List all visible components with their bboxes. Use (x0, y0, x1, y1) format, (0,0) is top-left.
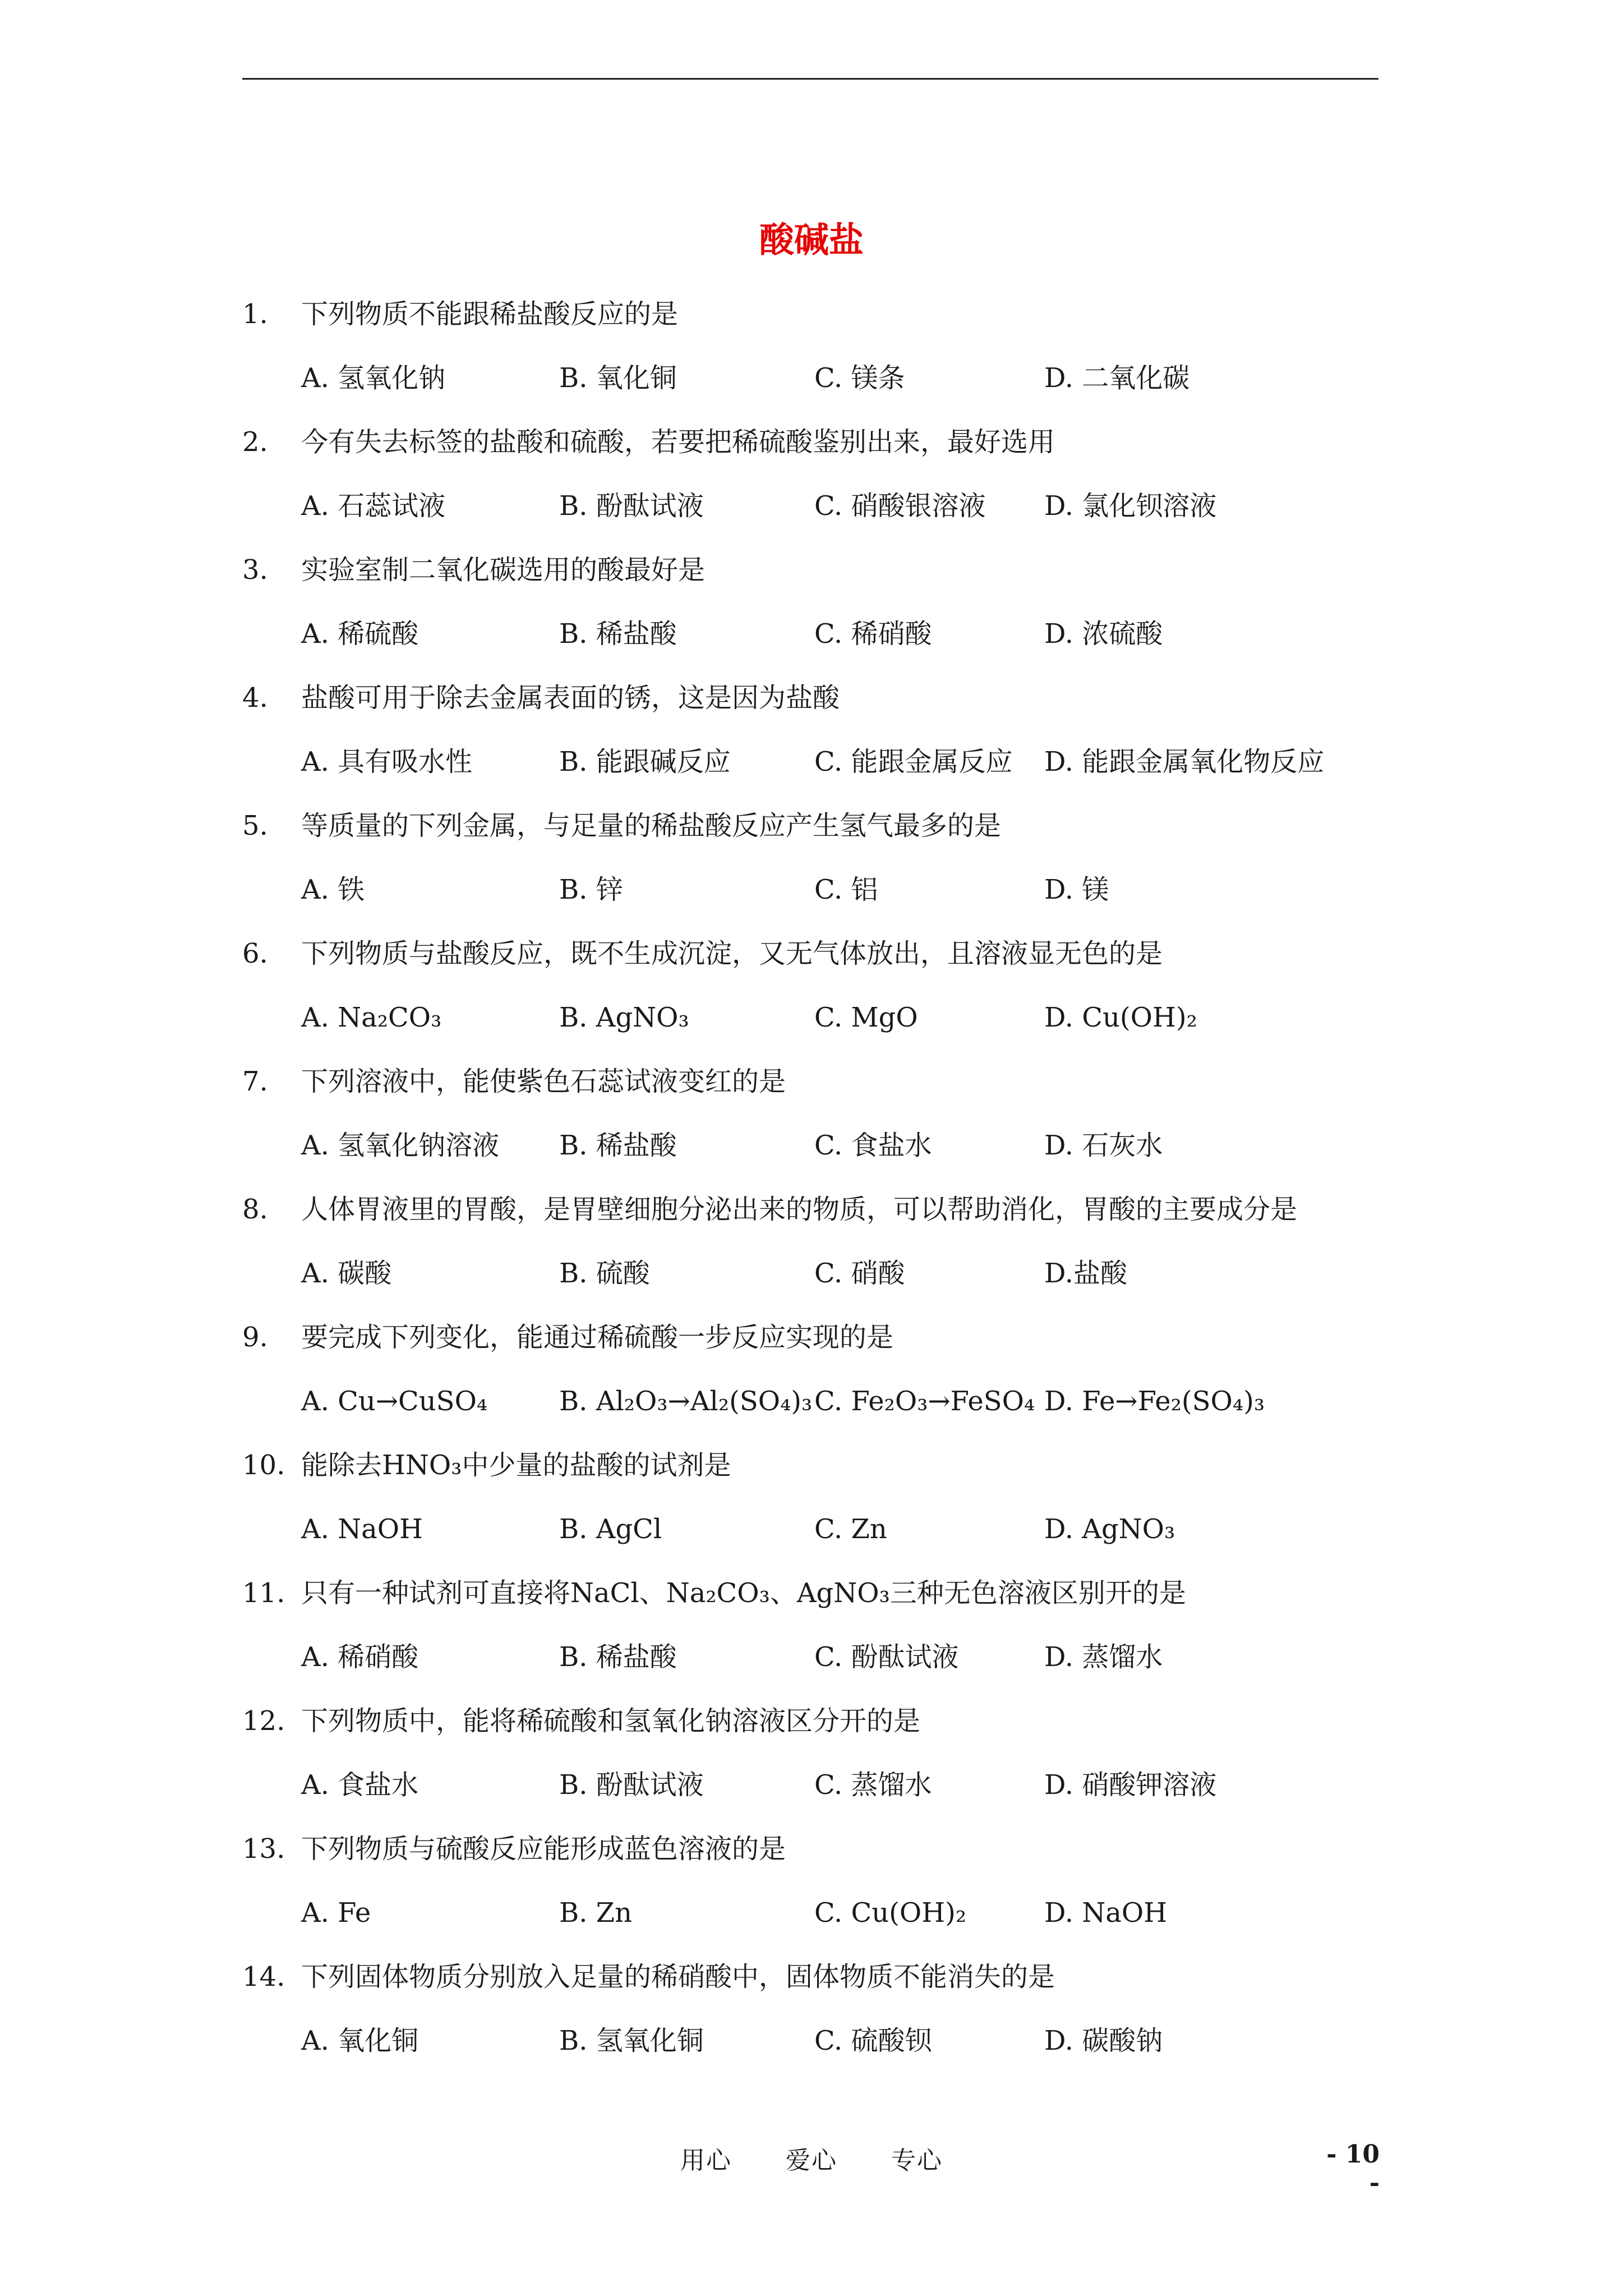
answer-option: D.盐酸 (1044, 1258, 1128, 1289)
answer-option: D. 浓硫酸 (1044, 618, 1163, 650)
header-rule (242, 78, 1378, 80)
answer-option: A. 石蕊试液 (301, 490, 446, 522)
question-number: 14. (242, 1961, 285, 1993)
options-row (301, 484, 1381, 528)
question-stem (242, 803, 1001, 848)
question-text: 只有一种试剂可直接将NaCl、Na₂CO₃、AgNO₃三种无色溶液区别开的是 (301, 1577, 1186, 1609)
options-row (301, 1123, 1381, 1168)
answer-option: C. Zn (814, 1513, 887, 1545)
answer-option: B. 稀盐酸 (559, 1130, 677, 1161)
page-number: - 10 - (1326, 2140, 1380, 2197)
answer-option: B. AgCl (559, 1513, 662, 1545)
question-stem (242, 931, 1163, 976)
answer-option: C. 硝酸银溶液 (814, 490, 986, 522)
question-item (242, 1443, 1381, 1571)
answer-option: B. AgNO₃ (559, 1002, 689, 1033)
question-number: 3. (242, 554, 268, 586)
question-stem (242, 1187, 1297, 1232)
question-number: 9. (242, 1322, 268, 1353)
answer-option: D. 硝酸钾溶液 (1044, 1769, 1217, 1801)
answer-option: D. Cu(OH)₂ (1044, 1002, 1197, 1033)
question-item (242, 803, 1381, 931)
options-row (301, 739, 1381, 784)
question-stem (242, 1954, 1055, 1999)
options-row (301, 1251, 1381, 1296)
options-row (301, 1763, 1381, 1807)
question-text: 要完成下列变化，能通过稀硫酸一步反应实现的是 (301, 1322, 894, 1353)
question-stem (242, 1315, 893, 1360)
answer-option: A. 稀硝酸 (301, 1641, 419, 1673)
answer-option: A. Na₂CO₃ (301, 1002, 442, 1033)
question-stem (242, 1571, 1186, 1616)
question-item (242, 1954, 1381, 2082)
answer-option: C. 硝酸 (814, 1258, 905, 1289)
question-item (242, 1315, 1381, 1443)
options-row (301, 2018, 1381, 2063)
options-row (301, 1890, 1381, 1935)
answer-option: A. Fe (301, 1897, 371, 1929)
footer-word: 爱心 (786, 2146, 837, 2175)
question-number: 7. (242, 1066, 268, 1097)
question-number: 8. (242, 1194, 268, 1225)
question-item (242, 420, 1381, 547)
options-row (301, 867, 1381, 912)
question-stem (242, 420, 1055, 464)
question-text: 下列物质与硫酸反应能形成蓝色溶液的是 (301, 1833, 786, 1865)
options-row (301, 1635, 1381, 1680)
answer-option: A. 铁 (301, 874, 365, 905)
answer-option: D. 二氧化碳 (1044, 362, 1190, 394)
question-text: 盐酸可用于除去金属表面的锈，这是因为盐酸 (301, 682, 840, 714)
question-text: 今有失去标签的盐酸和硫酸，若要把稀硫酸鉴别出来，最好选用 (301, 426, 1055, 458)
page-title: 酸碱盐 (759, 219, 864, 260)
question-text: 下列物质与盐酸反应，既不生成沉淀，又无气体放出，且溶液显无色的是 (301, 938, 1163, 969)
answer-option: C. 食盐水 (814, 1130, 932, 1161)
answer-option: C. 蒸馏水 (814, 1769, 932, 1801)
answer-option: A. Cu→CuSO₄ (301, 1386, 488, 1417)
question-stem (242, 675, 840, 720)
answer-option: D. 镁 (1044, 874, 1109, 905)
question-text: 下列固体物质分别放入足量的稀硝酸中，固体物质不能消失的是 (301, 1961, 1055, 1993)
answer-option: D. Fe→Fe₂(SO₄)₃ (1044, 1386, 1265, 1417)
options-row (301, 995, 1381, 1040)
answer-option: A. 氧化铜 (301, 2025, 419, 2056)
question-item (242, 1826, 1381, 1954)
question-item (242, 1187, 1381, 1315)
answer-option: B. Al₂O₃→Al₂(SO₄)₃ (559, 1386, 813, 1417)
question-stem (242, 1059, 786, 1104)
question-text: 人体胃液里的胃酸，是胃壁细胞分泌出来的物质，可以帮助消化，胃酸的主要成分是 (301, 1194, 1298, 1225)
answer-option: A. 具有吸水性 (301, 746, 473, 777)
footer-word: 用心 (680, 2146, 732, 2175)
answer-option: D. 碳酸钠 (1044, 2025, 1163, 2056)
question-text: 等质量的下列金属，与足量的稀盐酸反应产生氢气最多的是 (301, 810, 1002, 841)
question-stem (242, 1443, 731, 1488)
question-text: 下列溶液中，能使紫色石蕊试液变红的是 (301, 1066, 786, 1097)
answer-option: B. 氢氧化铜 (559, 2025, 704, 2056)
question-number: 6. (242, 938, 268, 969)
question-item (242, 547, 1381, 675)
question-item (242, 931, 1381, 1059)
answer-option: A. 食盐水 (301, 1769, 419, 1801)
question-text: 下列物质不能跟稀盐酸反应的是 (301, 298, 679, 330)
answer-option: D. 石灰水 (1044, 1130, 1163, 1161)
question-number: 4. (242, 682, 268, 714)
answer-option: A. NaOH (301, 1513, 423, 1545)
question-list (242, 292, 1381, 2082)
answer-option: D. AgNO₃ (1044, 1513, 1175, 1545)
question-number: 13. (242, 1833, 285, 1865)
question-stem (242, 292, 678, 337)
options-row (301, 356, 1381, 401)
question-stem (242, 547, 705, 592)
options-row (301, 611, 1381, 656)
answer-option: B. 酚酞试液 (559, 1769, 704, 1801)
answer-option: B. Zn (559, 1897, 633, 1929)
answer-option: C. 硫酸钡 (814, 2025, 932, 2056)
question-text: 能除去HNO₃中少量的盐酸的试剂是 (301, 1450, 731, 1481)
question-item (242, 292, 1381, 420)
answer-option: B. 酚酞试液 (559, 490, 704, 522)
question-number: 5. (242, 810, 268, 841)
answer-option: C. Fe₂O₃→FeSO₄ (814, 1386, 1035, 1417)
answer-option: B. 锌 (559, 874, 623, 905)
answer-option: D. 能跟金属氧化物反应 (1044, 746, 1325, 777)
question-item (242, 675, 1381, 803)
answer-option: A. 氢氧化钠溶液 (301, 1130, 500, 1161)
answer-option: C. 镁条 (814, 362, 905, 394)
question-number: 11. (242, 1577, 285, 1609)
question-stem (242, 1699, 920, 1743)
answer-option: C. 酚酞试液 (814, 1641, 959, 1673)
answer-option: C. Cu(OH)₂ (814, 1897, 967, 1929)
question-number: 12. (242, 1705, 285, 1737)
question-item (242, 1699, 1381, 1826)
answer-option: D. 氯化钡溶液 (1044, 490, 1217, 522)
answer-option: B. 氧化铜 (559, 362, 677, 394)
answer-option: A. 碳酸 (301, 1258, 392, 1289)
footer-word: 专心 (891, 2146, 943, 2175)
question-text: 实验室制二氧化碳选用的酸最好是 (301, 554, 706, 586)
question-number: 2. (242, 426, 268, 458)
answer-option: A. 氢氧化钠 (301, 362, 446, 394)
options-row (301, 1507, 1381, 1552)
question-text: 下列物质中，能将稀硫酸和氢氧化钠溶液区分开的是 (301, 1705, 921, 1737)
question-number: 1. (242, 298, 268, 330)
question-stem (242, 1826, 786, 1871)
answer-option: D. 蒸馏水 (1044, 1641, 1163, 1673)
answer-option: B. 稀盐酸 (559, 618, 677, 650)
options-row (301, 1379, 1381, 1424)
answer-option: C. MgO (814, 1002, 918, 1033)
answer-option: C. 稀硝酸 (814, 618, 932, 650)
answer-option: A. 稀硫酸 (301, 618, 419, 650)
question-number: 10. (242, 1450, 285, 1481)
question-item (242, 1571, 1381, 1699)
question-item (242, 1059, 1381, 1187)
answer-option: C. 铝 (814, 874, 878, 905)
answer-option: B. 硫酸 (559, 1258, 650, 1289)
answer-option: C. 能跟金属反应 (814, 746, 1013, 777)
answer-option: D. NaOH (1044, 1897, 1168, 1929)
answer-option: B. 稀盐酸 (559, 1641, 677, 1673)
answer-option: B. 能跟碱反应 (559, 746, 731, 777)
